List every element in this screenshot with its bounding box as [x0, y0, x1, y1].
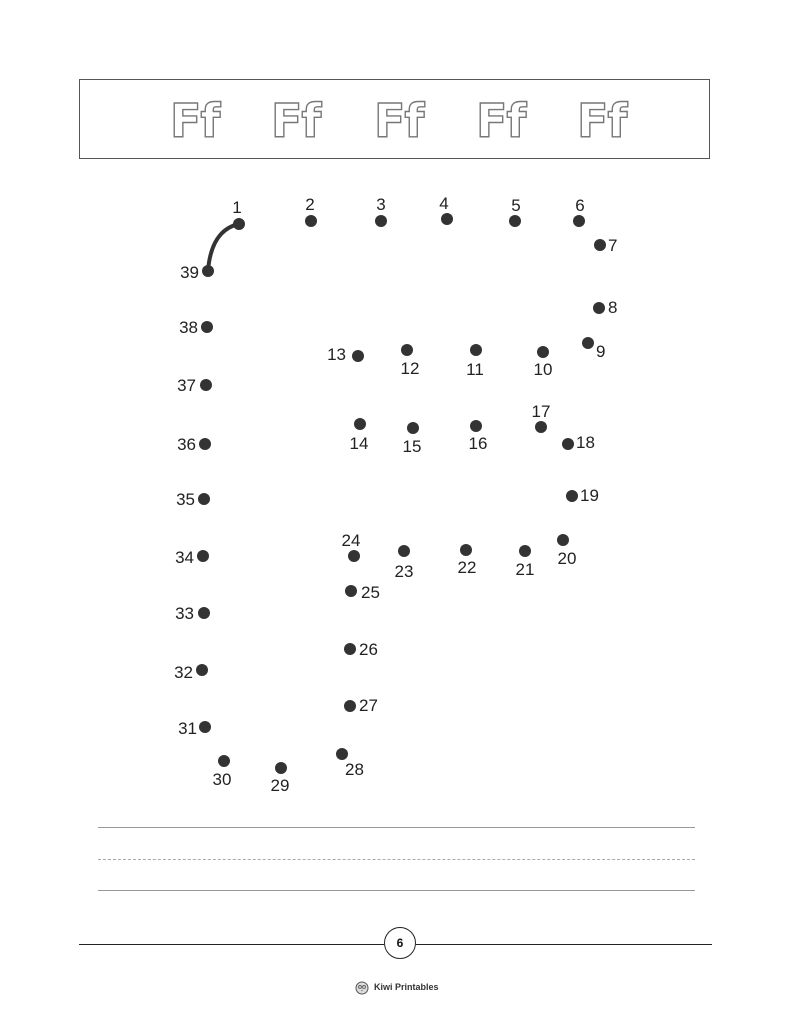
dot-label-14: 14	[349, 434, 369, 453]
outline-letter-ff: Ff	[374, 94, 424, 148]
dot-label-17: 17	[531, 402, 551, 421]
outline-letter-ff: Ff	[170, 94, 220, 148]
dot-label-23: 23	[394, 562, 414, 581]
footer-rule-left	[79, 944, 384, 945]
dot-label-7: 7	[608, 236, 618, 255]
dot-label-6: 6	[575, 196, 585, 215]
dot-label-31: 31	[178, 719, 197, 738]
outline-letter-ff: Ff	[577, 94, 627, 148]
dot-label-36: 36	[177, 435, 196, 454]
writing-base-line	[98, 890, 695, 891]
dot-34	[197, 550, 209, 562]
dot-label-32: 32	[174, 663, 193, 682]
dot-3	[375, 215, 387, 227]
writing-top-line	[98, 827, 695, 828]
dot-label-24: 24	[341, 531, 361, 550]
dot-label-28: 28	[345, 760, 364, 779]
dot-label-1: 1	[232, 198, 242, 217]
dot-36	[199, 438, 211, 450]
kiwi-mascot-icon	[354, 979, 370, 995]
dot-19	[566, 490, 578, 502]
dot-label-18: 18	[576, 433, 595, 452]
dot-39	[202, 265, 214, 277]
dot-14	[354, 418, 366, 430]
dot-label-10: 10	[533, 360, 553, 379]
dot-26	[344, 643, 356, 655]
dot-9	[582, 337, 594, 349]
dot-24	[348, 550, 360, 562]
dot-22	[460, 544, 472, 556]
dot-label-26: 26	[359, 640, 378, 659]
dot-10	[537, 346, 549, 358]
dot-33	[198, 607, 210, 619]
dot-2	[305, 215, 317, 227]
dot-label-5: 5	[511, 196, 521, 215]
dot-17	[535, 421, 547, 433]
dot-label-15: 15	[402, 437, 422, 456]
footer-rule-right	[416, 944, 712, 945]
dot-13	[352, 350, 364, 362]
dot-label-21: 21	[515, 560, 535, 579]
brand-name: Kiwi Printables	[374, 982, 439, 992]
dot-label-35: 35	[176, 490, 195, 509]
dot-27	[344, 700, 356, 712]
starter-connection-line	[208, 224, 239, 271]
dot-label-25: 25	[361, 583, 380, 602]
dot-label-34: 34	[175, 548, 194, 567]
dot-label-37: 37	[177, 376, 196, 395]
dot-label-33: 33	[175, 604, 194, 623]
dot-32	[196, 664, 208, 676]
dot-1	[233, 218, 245, 230]
dot-30	[218, 755, 230, 767]
brand-logo	[354, 978, 439, 996]
dot-35	[198, 493, 210, 505]
dot-31	[199, 721, 211, 733]
dot-label-9: 9	[596, 342, 606, 361]
dot-37	[200, 379, 212, 391]
dot-5	[509, 215, 521, 227]
dot-21	[519, 545, 531, 557]
writing-mid-dashed-line	[98, 859, 695, 860]
dot-28	[336, 748, 348, 760]
dot-20	[557, 534, 569, 546]
page-number: 6	[384, 927, 416, 959]
dot-label-39: 39	[180, 263, 199, 282]
outline-letter-ff: Ff	[476, 94, 526, 148]
dot-label-8: 8	[608, 298, 618, 317]
dot-12	[401, 344, 413, 356]
dot-label-2: 2	[305, 195, 315, 214]
dot-label-16: 16	[468, 434, 488, 453]
dot-label-27: 27	[359, 696, 378, 715]
dot-label-19: 19	[580, 486, 599, 505]
dot-7	[594, 239, 606, 251]
dot-label-12: 12	[400, 359, 420, 378]
dot-label-3: 3	[376, 195, 386, 214]
dot-18	[562, 438, 574, 450]
dot-23	[398, 545, 410, 557]
dot-8	[593, 302, 605, 314]
dot-6	[573, 215, 585, 227]
dot-label-38: 38	[179, 318, 198, 337]
dot-label-29: 29	[270, 776, 290, 795]
dot-label-11: 11	[466, 360, 484, 379]
dot-label-4: 4	[439, 194, 449, 213]
dot-4	[441, 213, 453, 225]
dot-15	[407, 422, 419, 434]
dot-38	[201, 321, 213, 333]
dot-label-20: 20	[557, 549, 577, 568]
dot-label-22: 22	[457, 558, 477, 577]
dot-25	[345, 585, 357, 597]
outline-letter-ff: Ff	[271, 94, 321, 148]
dot-16	[470, 420, 482, 432]
dot-label-30: 30	[212, 770, 232, 789]
dot-11	[470, 344, 482, 356]
dot-label-13: 13	[327, 345, 346, 364]
dot-29	[275, 762, 287, 774]
